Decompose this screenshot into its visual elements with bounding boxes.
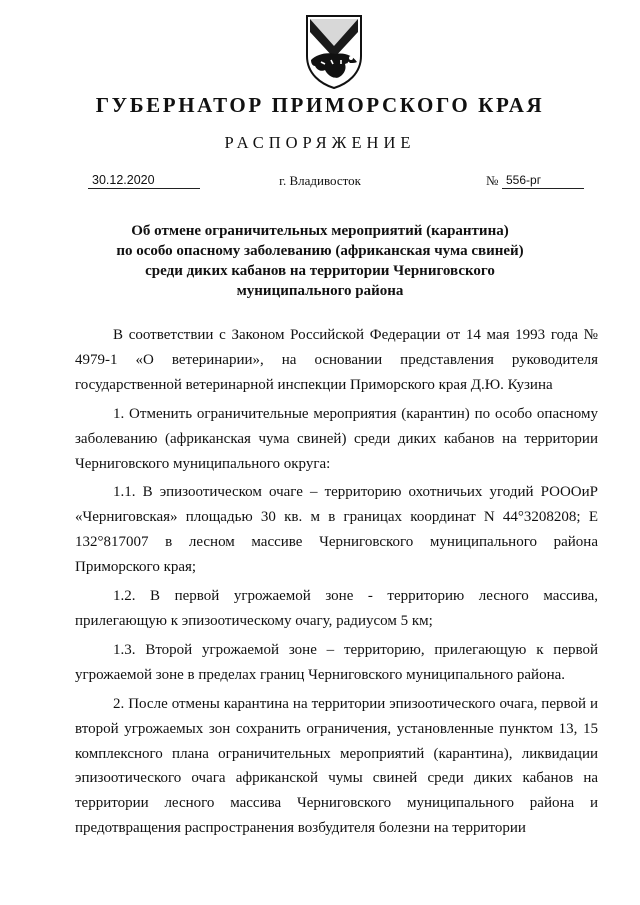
clause-1-2-paragraph: 1.2. В первой угрожаемой зоне - территорию лесного массива, прилегающую к эпизоотическому очагу, радиусом 5 км; — [75, 588, 598, 629]
clause-1-1-paragraph: 1.1. В эпизоотическом очаге – территорию охотничьих угодий РОООиР «Черниговская» площадью 30 кв. м в границах координат N 44°3208208; Е 132°817007 в лесном массиве Черниговского муниципального района Приморского края; — [75, 484, 598, 576]
document-city: г. Владивосток — [279, 173, 361, 188]
document-number-label: № — [486, 173, 499, 188]
document-number: 556-рг — [502, 172, 584, 189]
document-subject — [100, 221, 540, 301]
subject-line: Об отмене ограничительных мероприятий (карантина) — [131, 223, 509, 239]
document-body — [75, 323, 598, 841]
issuer-title: ГУБЕРНАТОР ПРИМОРСКОГО КРАЯ — [95, 93, 545, 117]
primorsky-coat-of-arms-icon — [301, 12, 367, 90]
subject-line: муниципального района — [236, 283, 404, 299]
clause-2-paragraph: 2. После отмены карантина на территории эпизоотического очага, первой и второй угрожаемых зон сохранить ограничения, установленные пунктом 13, 15 комплексного плана ограничительных мероприятий (карантина), ликвидации эпизоотического очага африканской чумы свиней среди диких кабанов на территории лесного массива Черниговского муниципального района и предотвращения распространения возбудителя болезни на территории — [75, 695, 598, 837]
preamble-paragraph: В соответствии с Законом Российской Федерации от 14 мая 1993 года № 4979-1 «О ветеринарии», на основании представления руководителя государственной ветеринарной инспекции Приморского края Д.Ю. Кузина — [75, 327, 598, 393]
document-type: РАСПОРЯЖЕНИЕ — [224, 133, 416, 152]
clause-1-paragraph: 1. Отменить ограничительные мероприятия (карантин) по особо опасному заболеванию (африканская чума свиней) среди диких кабанов на территории Черниговского муниципального округа: — [75, 405, 598, 472]
subject-line: среди диких кабанов на территории Черниговского — [145, 263, 495, 279]
document-date: 30.12.2020 — [88, 172, 200, 189]
clause-1-3-paragraph: 1.3. Второй угрожаемой зоне – территорию, прилегающую к первой угрожаемой зоне в пределах границ Черниговского муниципального района. — [75, 641, 598, 683]
subject-line: по особо опасному заболеванию (африканская чума свиней) — [116, 243, 524, 259]
